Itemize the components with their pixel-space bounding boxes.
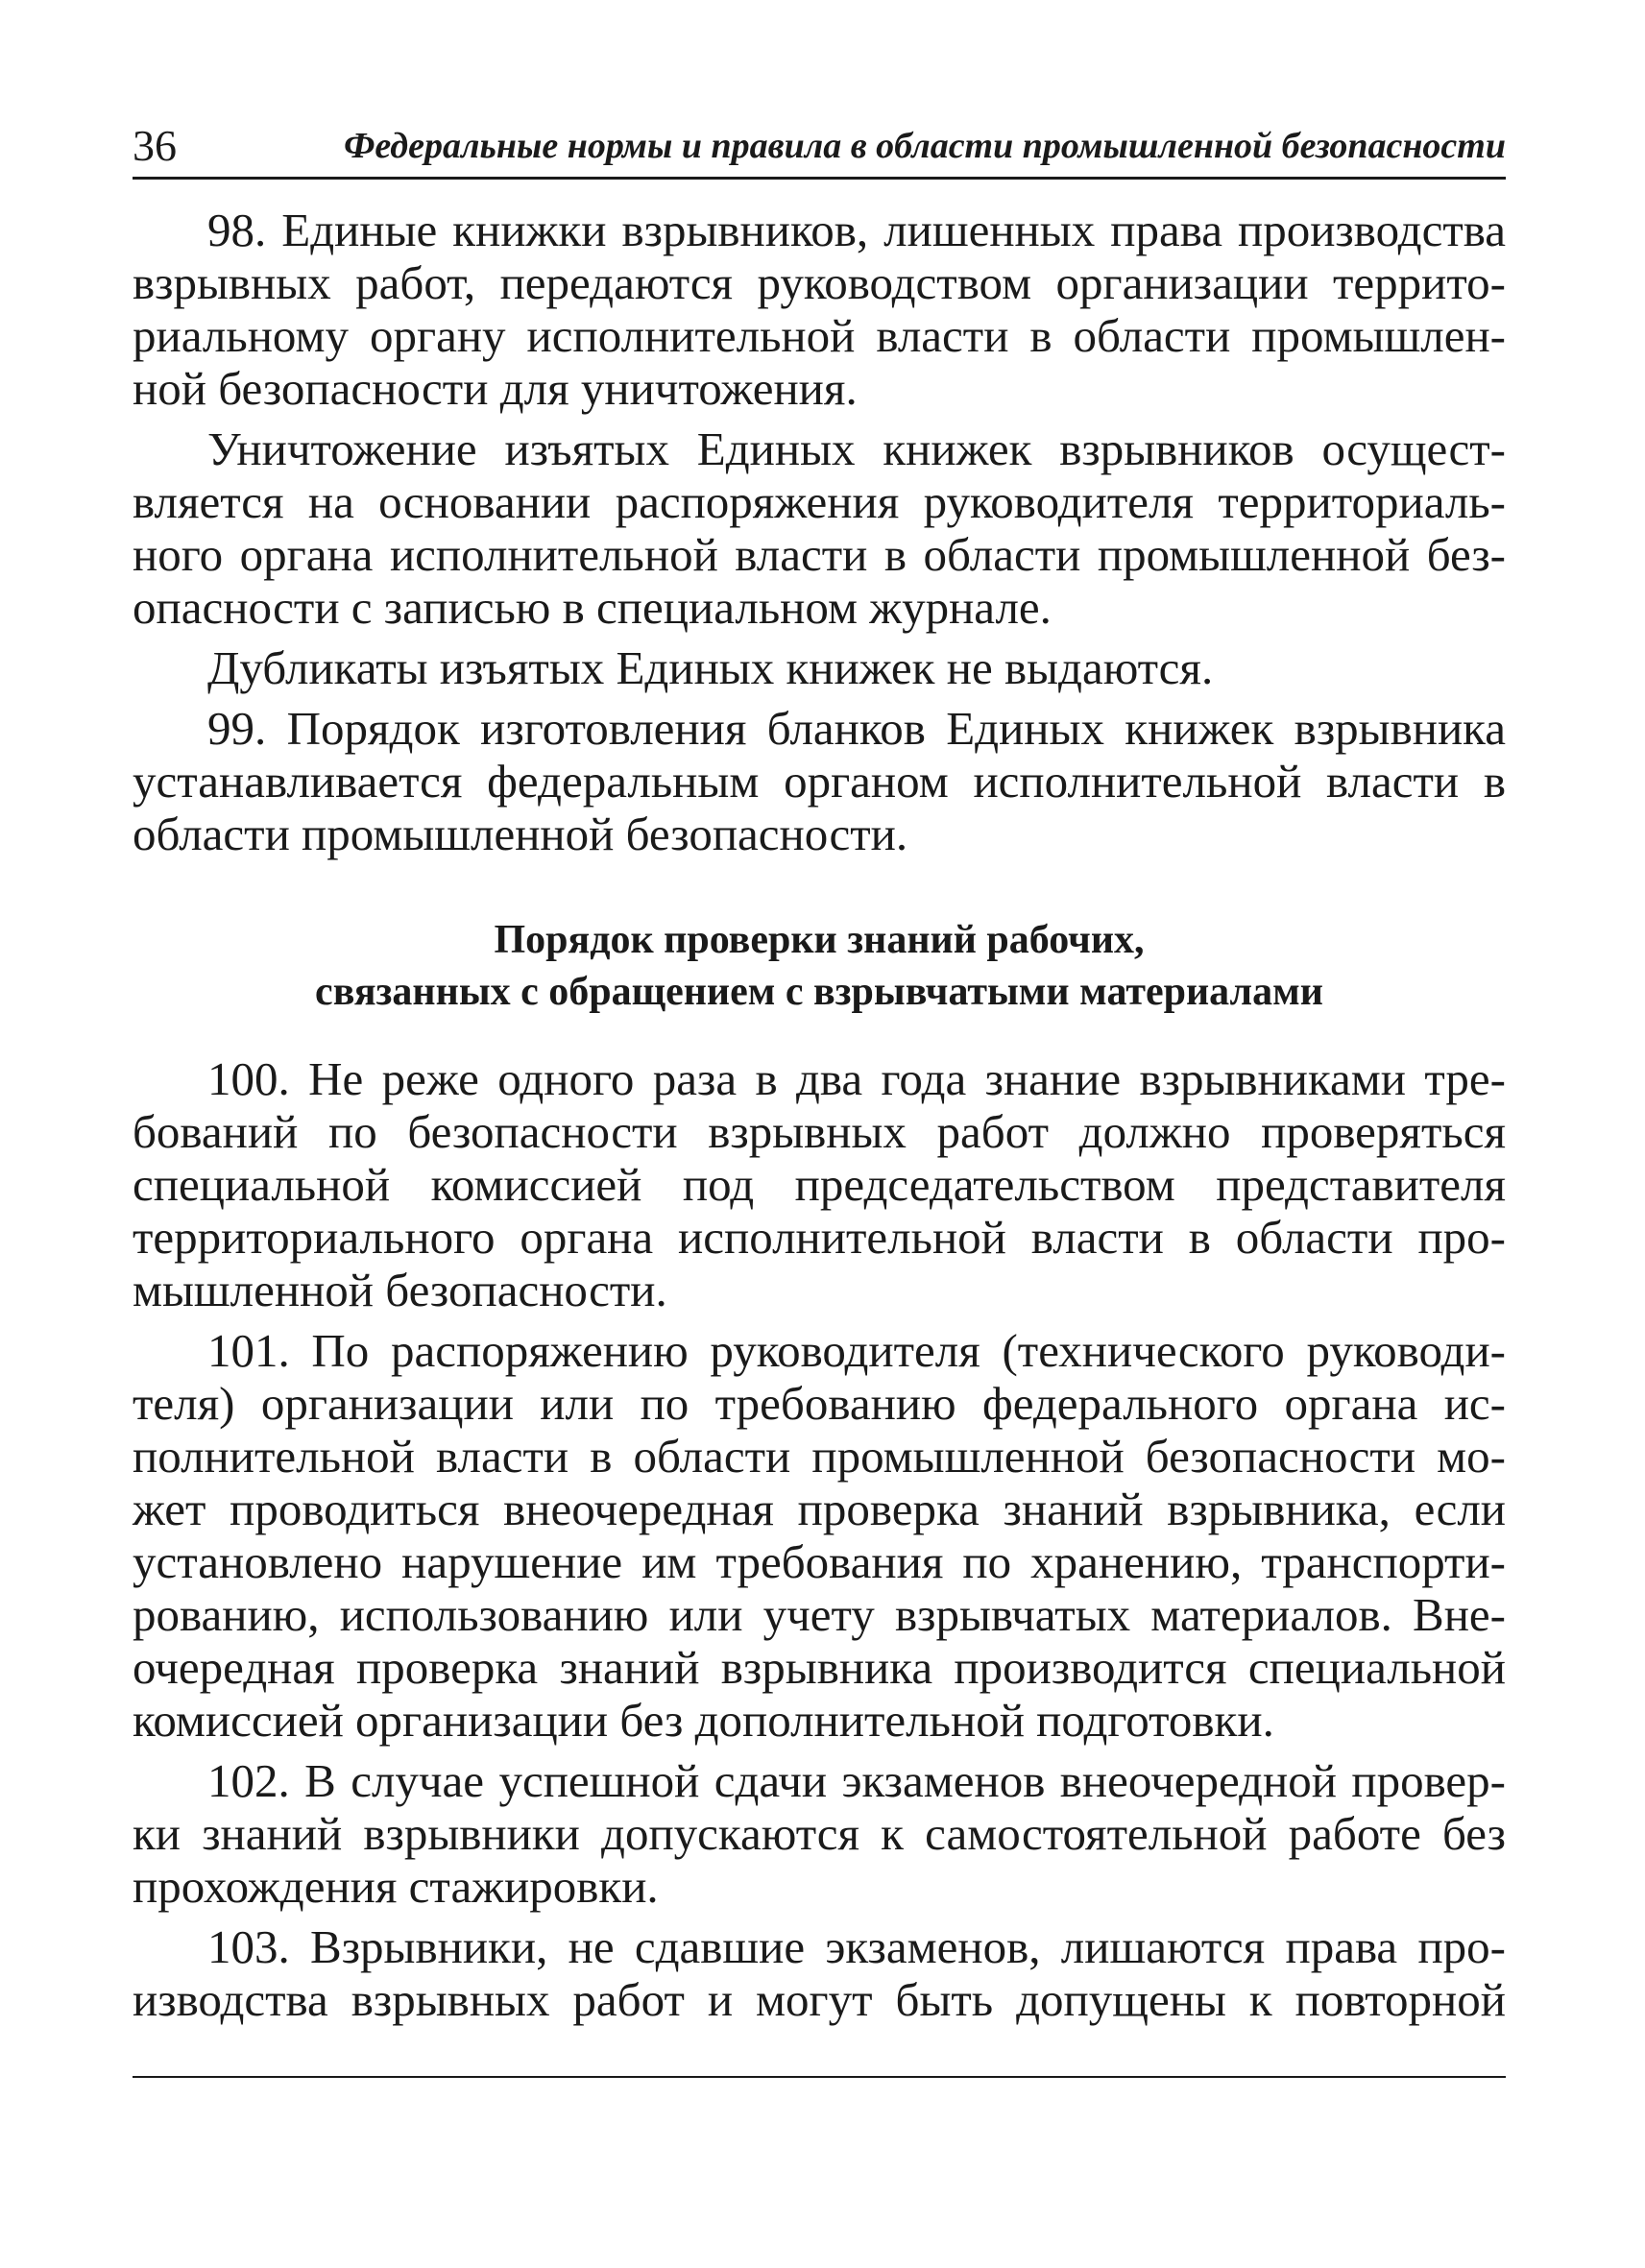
text-line: рованию, использованию или учету взрывчатых материалов. Вне- xyxy=(133,1588,1506,1641)
page-body xyxy=(133,204,1506,2026)
section-heading-line: связанных с обращением с взрывчатыми материалами xyxy=(315,970,1323,1014)
text-line: ки знаний взрывники допускаются к самостоятельной работе без xyxy=(133,1807,1506,1860)
text-line: мышленной безопасности. xyxy=(133,1264,667,1316)
text-line: очередная проверка знаний взрывника производится специальной xyxy=(133,1641,1506,1694)
paragraph-101 xyxy=(133,1324,1506,1747)
page-number: 36 xyxy=(133,121,177,170)
paragraph-98 xyxy=(133,204,1506,415)
text-line: территориального органа исполнительной власти в области про- xyxy=(133,1211,1506,1264)
text-line: опасности с записью в специальном журнале. xyxy=(133,581,1052,634)
paragraph-99 xyxy=(133,702,1506,860)
paragraph-103 xyxy=(133,1920,1506,2026)
text-line: Дубликаты изъятых Единых книжек не выдаются. xyxy=(207,641,1214,694)
text-line: бований по безопасности взрывных работ должно проверяться xyxy=(133,1105,1506,1158)
text-line: теля) организации или по требованию федерального органа ис- xyxy=(133,1377,1506,1430)
section-heading-line: Порядок проверки знаний рабочих, xyxy=(494,918,1145,962)
text-line: комиссией организации без дополнительной подготовки. xyxy=(133,1694,1274,1747)
paragraph-100 xyxy=(133,1052,1506,1316)
text-line: 103. Взрывники, не сдавшие экзаменов, лишаются права про- xyxy=(207,1920,1506,1973)
paragraph-98-duplicates xyxy=(133,641,1506,694)
paragraph-98-destruction xyxy=(133,422,1506,634)
text-line: 102. В случае успешной сдачи экзаменов внеочередной провер- xyxy=(207,1754,1506,1807)
text-line: 100. Не реже одного раза в два года знание взрывниками тре- xyxy=(207,1052,1506,1105)
running-title: Федеральные нормы и правила в области промышленной безопасности xyxy=(344,126,1506,166)
text-line: полнительной власти в области промышленной безопасности мо- xyxy=(133,1430,1506,1483)
text-line: устанавливается федеральным органом исполнительной власти в xyxy=(133,755,1506,808)
text-line: изводства взрывных работ и могут быть допущены к повторной xyxy=(133,1973,1506,2026)
text-line: специальной комиссией под председательством представителя xyxy=(133,1158,1506,1211)
text-line: вляется на основании распоряжения руководителя территориаль- xyxy=(133,475,1506,528)
text-line: жет проводиться внеочередная проверка знаний взрывника, если xyxy=(133,1483,1506,1535)
text-line: ного органа исполнительной власти в области промышленной без- xyxy=(133,528,1506,581)
footnote-rule xyxy=(133,2076,1506,2078)
text-line: прохождения стажировки. xyxy=(133,1860,659,1913)
text-line: 101. По распоряжению руководителя (технического руководи- xyxy=(207,1324,1506,1377)
text-line: риальному органу исполнительной власти в области промышлен- xyxy=(133,309,1506,362)
text-line: области промышленной безопасности. xyxy=(133,808,908,860)
text-line: 98. Единые книжки взрывников, лишенных права производства xyxy=(207,204,1506,256)
section-heading xyxy=(133,914,1506,1018)
text-line: Уничтожение изъятых Единых книжек взрывников осущест- xyxy=(207,422,1506,475)
text-line: взрывных работ, передаются руководством организации террито- xyxy=(133,256,1506,309)
text-line: ной безопасности для уничтожения. xyxy=(133,362,858,415)
paragraph-102 xyxy=(133,1754,1506,1913)
text-line: установлено нарушение им требования по хранению, транспорти- xyxy=(133,1535,1506,1588)
text-line: 99. Порядок изготовления бланков Единых книжек взрывника xyxy=(207,702,1506,755)
page-header xyxy=(133,115,1506,180)
